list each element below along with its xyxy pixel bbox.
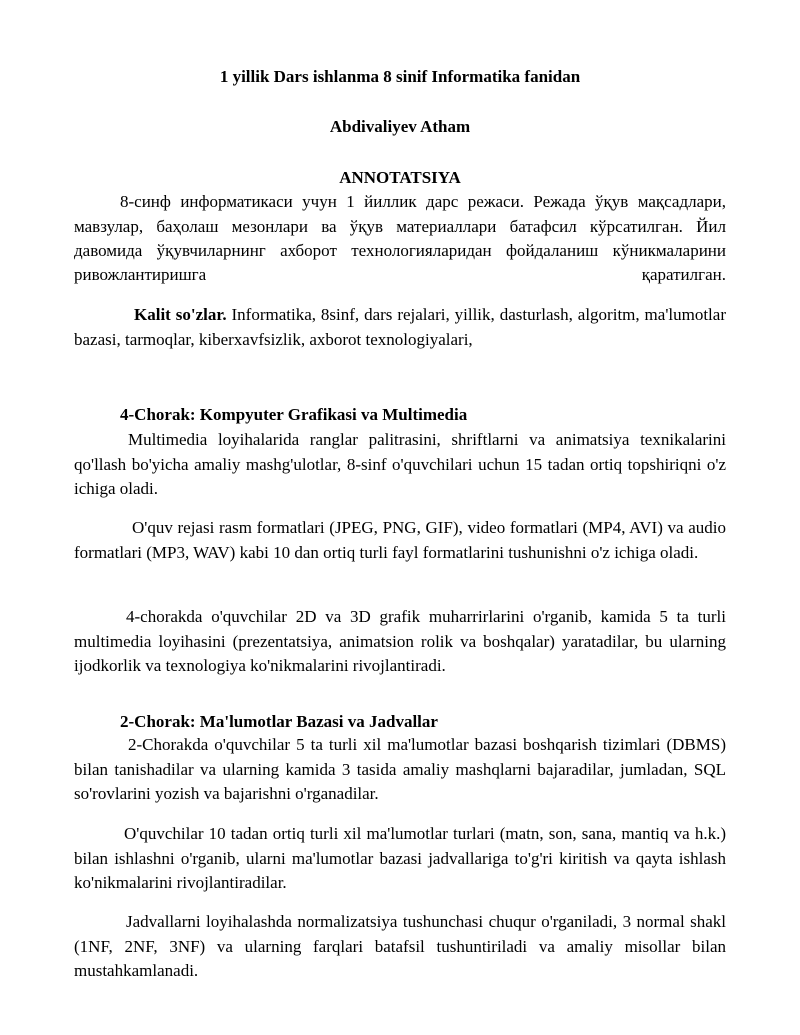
annotation-last-line bbox=[74, 263, 726, 288]
quarter2-paragraph-3: Jadvallarni loyihalashda normalizatsiya tushunchasi chuqur o'rganiladi, 3 normal shakl (1NF, 2NF, 3NF) va ularning farqlari batafsil tushuntiriladi va amaliy misollar bilan mustahkamlanadi. bbox=[74, 912, 726, 980]
annotation-last-word-right: қаратилган. bbox=[641, 265, 726, 284]
quarter4-paragraph-2: O'quv rejasi rasm formatlari (JPEG, PNG, GIF), video formatlari (MP4, AVI) va audio formatlari (MP3, WAV) kabi 10 dan ortiq turli fayl formatlarini tushunishni o'z ichiga oladi. bbox=[74, 518, 726, 562]
annotation-paragraph: 8-синф информатикаси учун 1 йиллик дарс режаси. Режада ўқув мақсадлари, мавзулар, баҳолаш мезонлари ва ўқув материаллари батафсил кўрсатилган. Йил давомида ўқувчиларнинг ахборот технологияларидан фойдаланиш кўникмаларини bbox=[74, 192, 726, 260]
section-heading-annotation: ANNOTATSIYA bbox=[339, 168, 461, 187]
quarter4-paragraph-3: 4-chorakda o'quvchilar 2D va 3D grafik muharrirlarini o'rganib, kamida 5 ta turli multimedia loyihasini (prezentatsiya, animatsion rolik va boshqalar) yaratadilar, bu ularning ijodkorlik va texnologiya ko'nikmalarini rivojlantiradi. bbox=[74, 607, 726, 675]
author-name: Abdivaliyev Atham bbox=[329, 117, 471, 136]
quarter4-paragraph-1: Multimedia loyihalarida ranglar palitrasini, shriftlarni va animatsiya texnikalarini qo'llash bo'yicha amaliy mashg'ulotlar, 8-sinf o'quvchilari uchun 15 tadan ortiq topshiriqni o'z ichiga oladi. bbox=[74, 430, 726, 498]
quarter2-paragraph-2: O'quvchilar 10 tadan ortiq turli xil ma'lumotlar turlari (matn, son, sana, mantiq va h.k.) bilan ishlashni o'rganib, ularni ma'lumotlar bazasi jadvallariga to'g'ri kiritish va qayta ishlash ko'nikmalarini rivojlantiradilar. bbox=[74, 824, 726, 892]
heading-quarter-2: 2-Chorak: Ma'lumotlar Bazasi va Jadvallar bbox=[120, 712, 438, 731]
quarter2-paragraph-1: 2-Chorakda o'quvchilar 5 ta turli xil ma'lumotlar bazasi boshqarish tizimlari (DBMS) bilan tanishadilar va ularning kamida 3 tasida amaliy mashqlarni bajaradilar, jumladan, SQL so'rovlarini yozish va bajarishni o'rganadilar. bbox=[74, 735, 726, 803]
keywords-label: Kalit so'zlar. bbox=[134, 305, 227, 324]
document-title: 1 yillik Dars ishlanma 8 sinif Informatika fanidan bbox=[219, 67, 581, 86]
annotation-last-word-left: ривожлантиришга bbox=[74, 265, 207, 284]
heading-quarter-4: 4-Chorak: Kompyuter Grafikasi va Multimedia bbox=[120, 405, 468, 424]
keywords-paragraph bbox=[74, 303, 726, 352]
keywords-text: Informatika, 8sinf, dars rejalari, yillik, dasturlash, algoritm, ma'lumotlar bazasi, tarmoqlar, kiberxavfsizlik, axborot texnologiyalari, bbox=[74, 305, 726, 349]
